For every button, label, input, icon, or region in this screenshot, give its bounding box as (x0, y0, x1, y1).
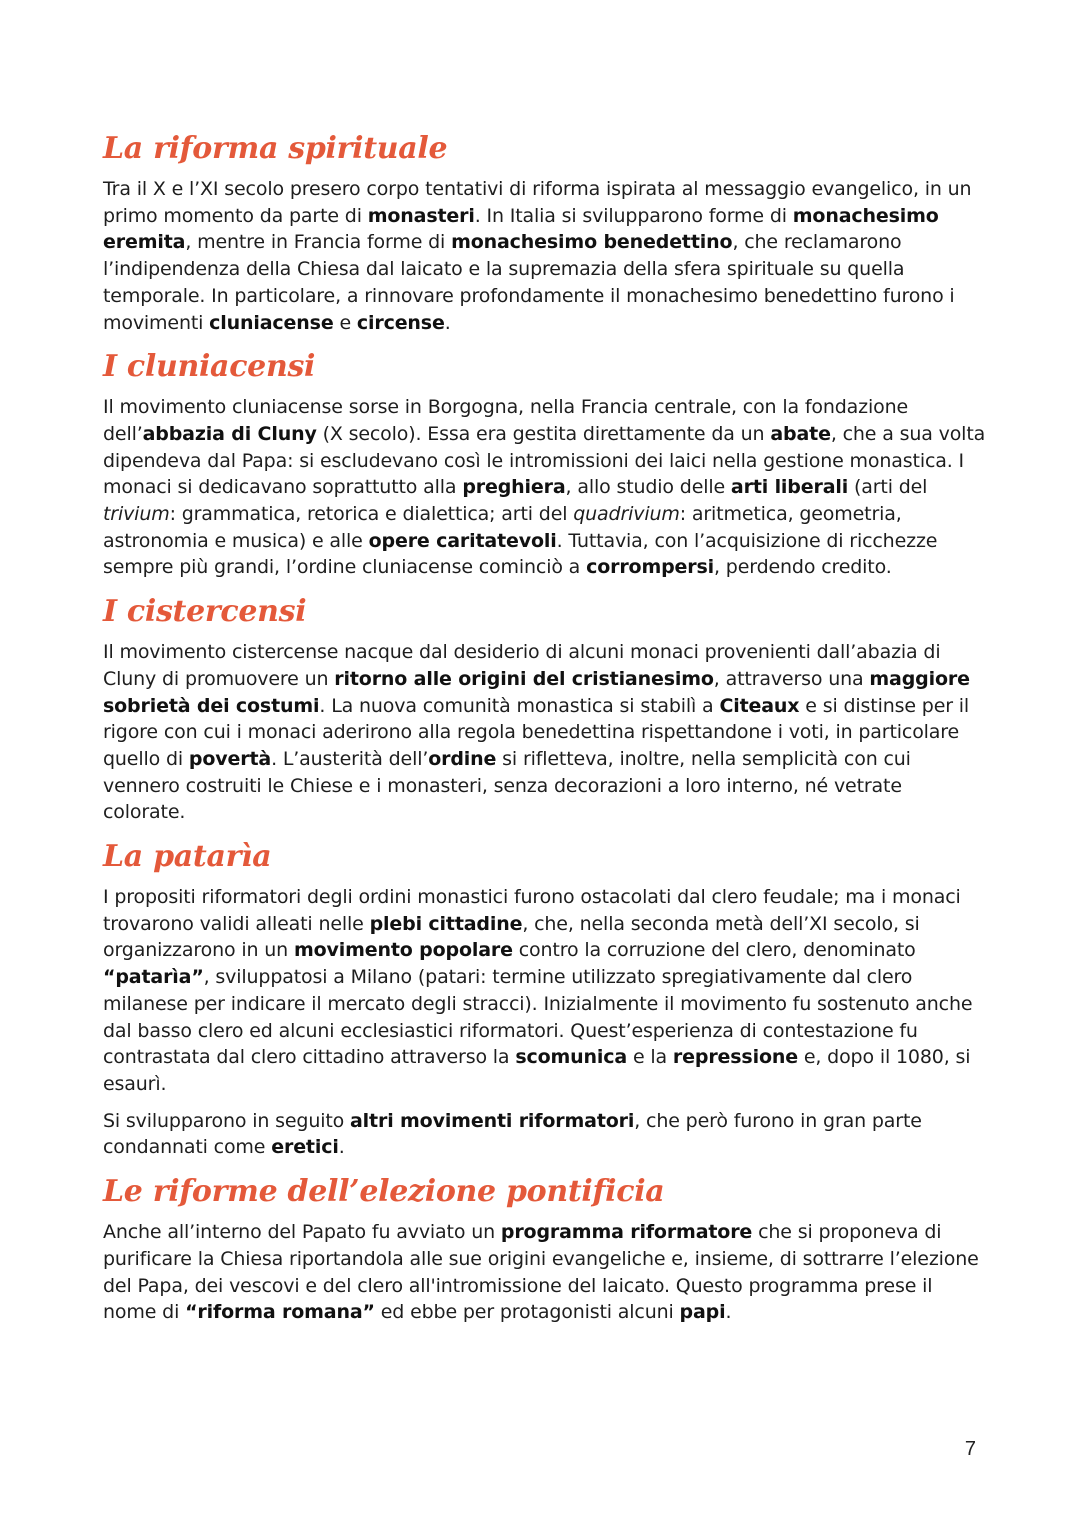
bold-term: Citeaux (719, 694, 800, 717)
text-run: , che a sua volta dipendeva dal Papa: si escludevano così le intromissioni dei laici nella gestione monastica. I monaci si dedicavano soprattutto alla (103, 422, 986, 499)
section-paragraph (103, 176, 988, 336)
bold-term: preghiera (462, 476, 566, 499)
text-run: , allo studio delle (565, 476, 731, 499)
text-run: , perdendo credito. (714, 556, 892, 579)
section-paragraph (103, 394, 988, 581)
bold-term: cluniacense (209, 311, 334, 334)
bold-term: papi (679, 1301, 726, 1324)
text-run: , che reclamarono l’indipendenza della Chiesa dal laicato e la supremazia della sfera spirituale su quella temporale. In particolare, a rinnovare profondamente il monachesimo benedettino furono i movimenti (103, 231, 955, 334)
text-run: Tra il X e l’XI secolo presero corpo tentativi di riforma ispirata al messaggio evangelico, in un primo momento da parte di (103, 178, 972, 227)
bold-term: movimento popolare (293, 939, 513, 962)
bold-term: corrompersi (586, 556, 715, 579)
text-run: . La nuova comunità monastica si stabilì a (319, 694, 720, 717)
section-la-riforma-spirituale (103, 128, 988, 336)
bold-term: monachesimo eremita (103, 204, 939, 254)
document-content (103, 128, 988, 1336)
text-run: , attraverso una (713, 667, 870, 690)
bold-term: opere caritatevoli (368, 529, 557, 552)
section-paragraph (103, 884, 988, 1098)
bold-term: monachesimo benedettino (451, 231, 733, 254)
text-run: . (725, 1301, 732, 1324)
text-run: , che però furono in gran parte condannati come (103, 1109, 922, 1159)
text-run: , sviluppatosi a Milano (patari: termine utilizzato spregiativamente dal clero milanese per indicare il mercato degli stracci). Inizialmente il movimento fu sostenuto anche dal basso clero ed alcuni ecclesiastici riformatori. Quest’esperienza di contestazione fu contrastata dal clero cittadino attraverso la (103, 966, 973, 1069)
text-run: e (333, 311, 357, 334)
text-run: I propositi riformatori degli ordini monastici furono ostacolati dal clero feudale; ma i monaci trovarono validi alleati nelle (103, 886, 961, 935)
text-run: , che, nella seconda metà dell’XI secolo, si organizzarono in un (103, 912, 920, 962)
bold-term: plebi cittadine (369, 912, 523, 935)
bold-term: arti liberali (730, 476, 849, 499)
text-run: Il movimento cistercense nacque dal desiderio di alcuni monaci provenienti dall’abazia di Cluny di promuovere un (103, 641, 941, 690)
text-run: Il movimento cluniacense sorse in Borgogna, nella Francia centrale, con la fondazione dell’ (103, 396, 909, 445)
section-paragraph (103, 1108, 988, 1161)
text-run: . L’austerità dell’ (271, 747, 429, 770)
text-run: . Tuttavia, con l’acquisizione di ricchezze sempre più grandi, l’ordine cluniacense cominciò a (103, 529, 938, 579)
text-run: . (444, 311, 451, 334)
text-run: (arti del (848, 476, 928, 499)
bold-term: programma riformatore (500, 1221, 753, 1244)
section-heading: I cistercensi (103, 594, 307, 630)
bold-term: eretici (271, 1136, 339, 1159)
section-i-cluniacensi (103, 346, 988, 581)
section-heading: I cluniacensi (103, 349, 316, 385)
text-run: : aritmetica, geometria, astronomia e musica) e alle (103, 503, 902, 552)
text-run: e si distinse per il rigore con cui i monaci aderirono alla regola benedettina rispettandone i voti, in particolare quello di (103, 694, 970, 770)
section-heading: La patarìa (103, 839, 272, 875)
page-number: 7 (964, 1438, 976, 1460)
text-run: . In Italia si svilupparono forme di (474, 204, 793, 227)
text-run: e, dopo il 1080, si esaurì. (103, 1046, 971, 1095)
section-heading: Le riforme dell’elezione pontificia (103, 1174, 665, 1210)
text-run: . (338, 1136, 345, 1159)
text-run: che si proponeva di purificare la Chiesa riportandola alle sue origini evangeliche e, insieme, di sottrarre l’elezione del Papa, dei vescovi e del clero all'intromissione del laicato. Questo programma prese il nome di (103, 1221, 979, 1324)
section-paragraph (103, 639, 988, 826)
bold-term: ordine (428, 747, 497, 770)
bold-term: monasteri (367, 204, 475, 227)
bold-term: scomunica (515, 1046, 628, 1069)
text-run: ed ebbe per protagonisti alcuni (374, 1301, 680, 1324)
bold-term: circense (356, 311, 445, 334)
italic-term: quadrivium (573, 503, 680, 526)
text-run: e la (627, 1046, 673, 1069)
bold-term: povertà (188, 747, 272, 770)
bold-term: repressione (672, 1046, 798, 1069)
text-run: , mentre in Francia forme di (185, 231, 452, 254)
text-run: : grammatica, retorica e dialettica; arti del (169, 503, 574, 526)
bold-term: “riforma romana” (185, 1301, 375, 1324)
bold-term: “patarìa” (103, 966, 204, 989)
section-la-pataria (103, 836, 988, 1161)
text-run: Si svilupparono in seguito (103, 1109, 351, 1132)
text-run: Anche all’interno del Papato fu avviato un (103, 1221, 501, 1244)
section-le-riforme-dell-elezione-pontificia (103, 1171, 988, 1326)
text-run: contro la corruzione del clero, denominato (512, 939, 916, 962)
text-run: (X secolo). Essa era gestita direttamente da un (316, 422, 771, 445)
section-paragraph (103, 1219, 988, 1326)
section-i-cistercensi (103, 591, 988, 826)
section-heading: La riforma spirituale (103, 131, 448, 166)
italic-term: trivium (103, 503, 170, 526)
text-run: si rifletteva, inoltre, nella semplicità con cui vennero costruiti le Chiese e i monasteri, senza decorazioni a loro interno, né vetrate colorate. (103, 747, 911, 824)
bold-term: abate (770, 422, 831, 445)
bold-term: abbazia di Cluny (142, 422, 317, 445)
bold-term: maggiore sobrietà dei costumi (103, 667, 970, 717)
bold-term: altri movimenti riformatori (350, 1109, 635, 1132)
bold-term: ritorno alle origini del cristianesimo (334, 667, 714, 690)
